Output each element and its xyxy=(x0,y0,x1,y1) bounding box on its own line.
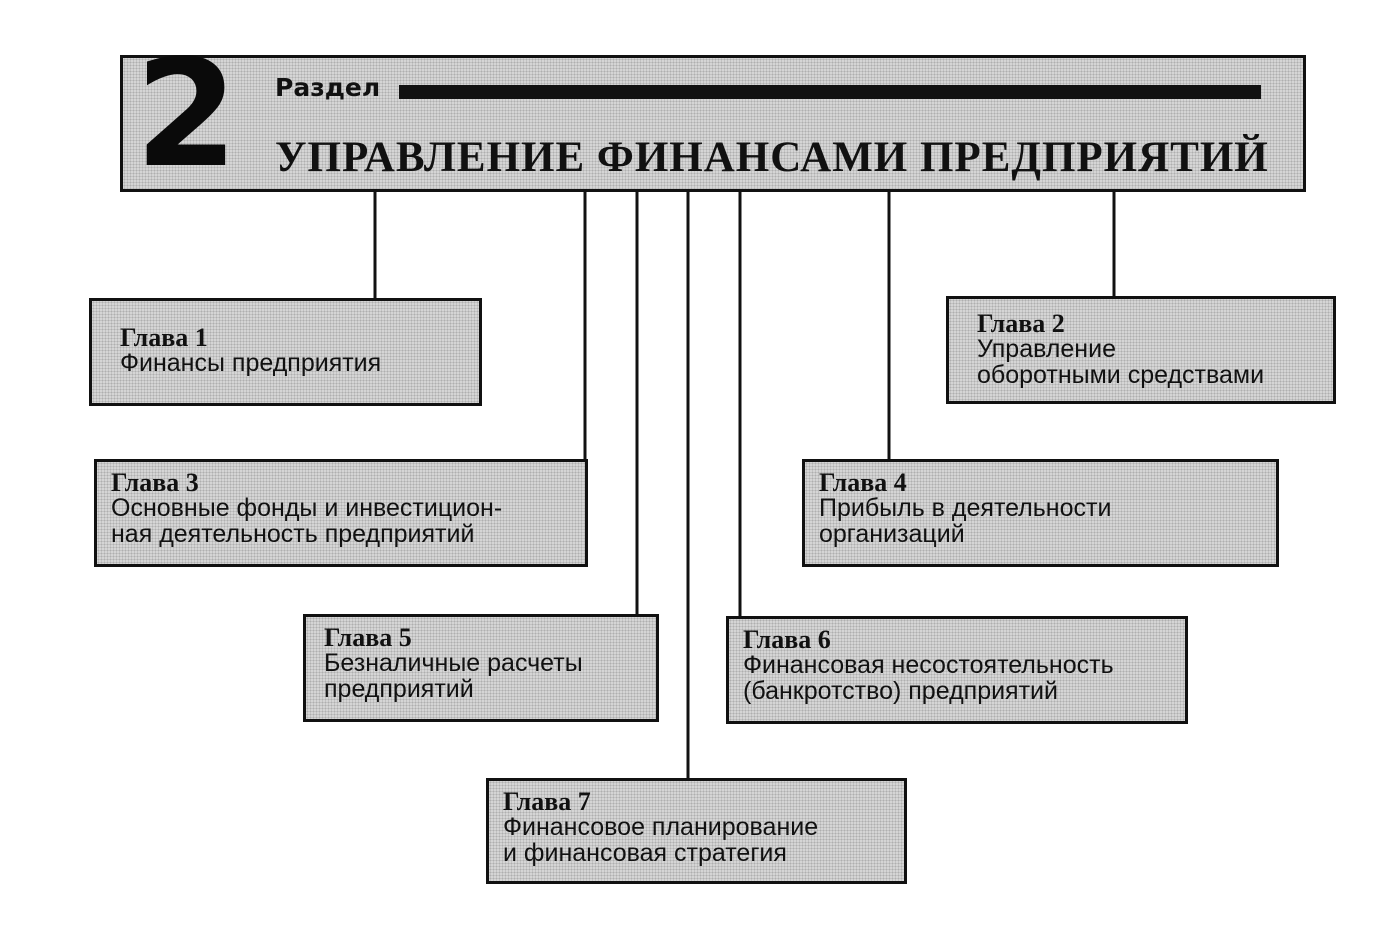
chapter-5-title-line-2: предприятий xyxy=(324,675,474,703)
chapter-2-label: Глава 2 xyxy=(977,309,1065,338)
section-header xyxy=(120,28,1306,200)
header-rule xyxy=(399,85,1261,99)
chapter-4-title-line-1: Прибыль в деятельности xyxy=(819,494,1112,522)
chapter-6-title-line-1: Финансовая несостоятельность xyxy=(743,651,1114,679)
chapter-2-box xyxy=(946,296,1336,404)
chapter-7-title-line-1: Финансовое планирование xyxy=(503,813,819,841)
chapter-2-title-line-1: Управление xyxy=(977,335,1116,363)
chapter-6-label: Глава 6 xyxy=(743,625,831,654)
chapter-1-label: Глава 1 xyxy=(120,323,208,352)
chapter-1-box xyxy=(89,298,482,406)
section-label: Раздел xyxy=(275,73,381,102)
chapter-3-title-line-1: Основные фонды и инвестицион- xyxy=(111,494,503,522)
chapter-6-box xyxy=(726,616,1188,724)
chapter-5-label: Глава 5 xyxy=(324,623,412,652)
chapter-4-title-line-2: организаций xyxy=(819,520,965,548)
chapter-5-title-line-1: Безналичные расчеты xyxy=(324,649,583,677)
chapter-3-label: Глава 3 xyxy=(111,468,199,497)
chapter-6-title-line-2: (банкротство) предприятий xyxy=(743,677,1058,705)
chapter-2-title-line-2: оборотными средствами xyxy=(977,361,1265,389)
chapter-5-box xyxy=(303,614,659,722)
chapter-3-title-line-2: ная деятельность предприятий xyxy=(111,520,475,548)
chapter-4-label: Глава 4 xyxy=(819,468,907,497)
chapter-3-box xyxy=(94,459,588,567)
chapter-7-label: Глава 7 xyxy=(503,787,591,816)
chapter-7-box xyxy=(486,778,907,884)
section-title: УПРАВЛЕНИЕ ФИНАНСАМИ ПРЕДПРИЯТИЙ xyxy=(275,134,1269,181)
chapter-7-title-line-2: и финансовая стратегия xyxy=(503,839,787,867)
section-number: 2 xyxy=(135,28,238,200)
chapter-1-title-line-1: Финансы предприятия xyxy=(120,349,382,377)
chapter-4-box xyxy=(802,459,1279,567)
